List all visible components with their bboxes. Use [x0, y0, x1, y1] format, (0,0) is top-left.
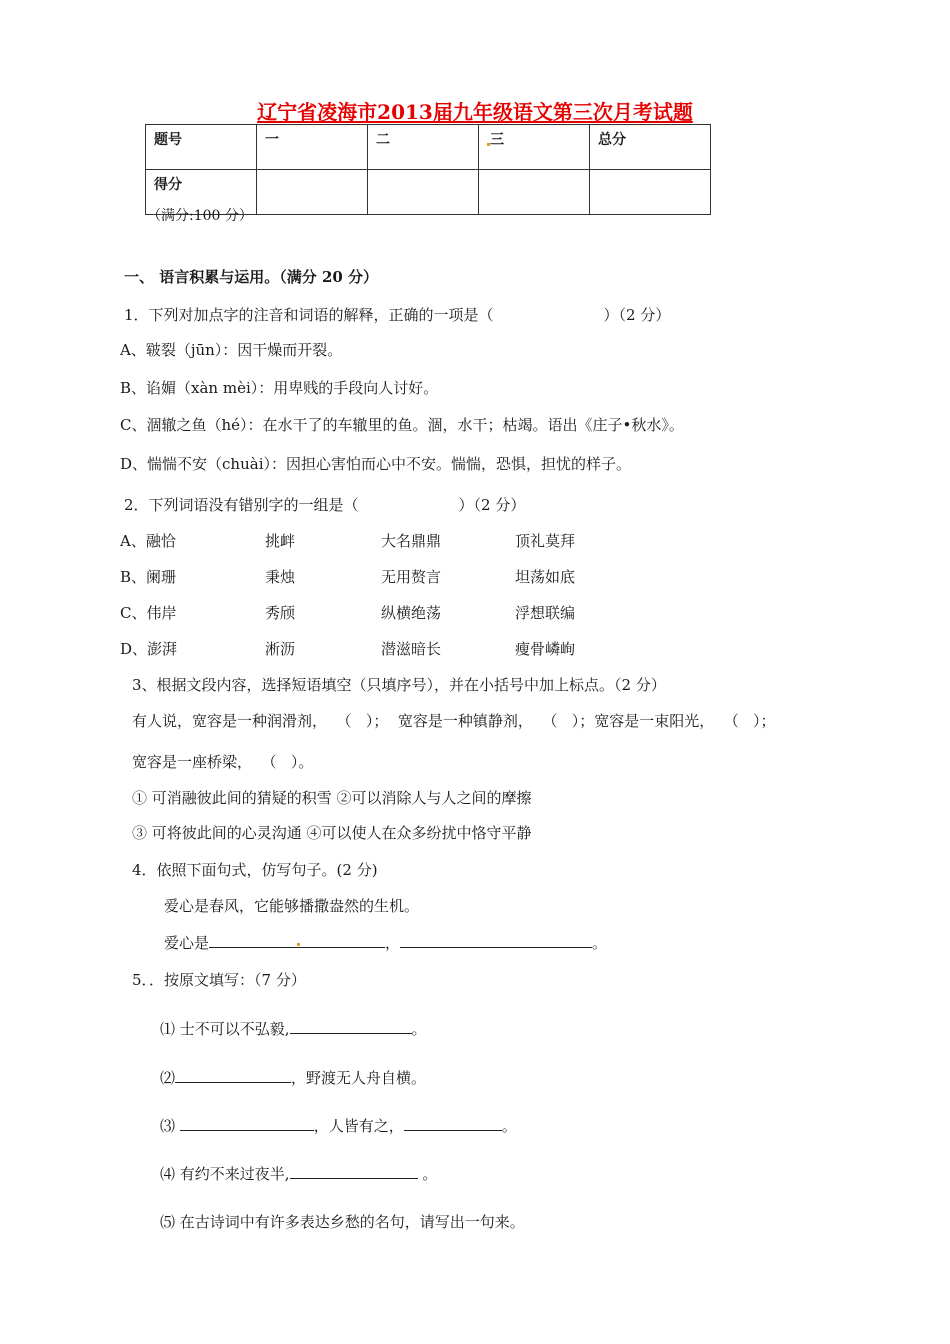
q1-option-d	[120, 453, 631, 474]
q3-passage-line2	[132, 751, 313, 772]
q5-item-text: 。	[501, 1117, 517, 1135]
q4-answer-line	[164, 932, 607, 953]
score-header-cell: 一	[257, 125, 368, 170]
q4-answer-blank-1[interactable]	[209, 933, 385, 948]
q2-word: 大名鼎鼎	[381, 532, 442, 550]
q2-word: 纵横绝荡	[381, 604, 442, 622]
q3-stem-text: 3、根据文段内容，选择短语填空（只填序号），并在小括号中加上标点。（2 分）	[132, 676, 666, 694]
q1-option-c-text: C、涸辙之鱼（hé）：在水干了的车辙里的鱼。涸，水干；枯竭。语出《庄子•秋水》。	[120, 416, 684, 434]
q5-item-text: ⑶	[160, 1117, 176, 1135]
score-input-cell[interactable]	[368, 170, 479, 215]
q3-options-2	[132, 822, 532, 843]
q5-blank[interactable]	[180, 1116, 314, 1131]
q2-word: C、伟岸	[120, 604, 177, 622]
q1-stem	[124, 304, 670, 325]
q2-word: 坦荡如底	[515, 568, 576, 586]
q4-end: 。	[592, 934, 608, 952]
q5-item-text: ，野渡无人舟自横。	[291, 1069, 427, 1087]
q5-blank[interactable]	[290, 1019, 412, 1034]
score-header-cell	[479, 125, 590, 170]
q2-stem-points: ）（2 分）	[458, 496, 526, 514]
score-header-cell: 题号	[146, 125, 257, 170]
q5-blank[interactable]	[290, 1164, 418, 1179]
section-heading: 一、 语言积累与运用。（满分 20 分）	[124, 268, 379, 286]
q5-item-5	[160, 1211, 525, 1232]
q4-stem-text: 4．依照下面句式，仿写句子。(2 分)	[132, 861, 378, 879]
q2-word: D、澎湃	[120, 640, 178, 658]
q5-item-text: 。	[422, 1165, 438, 1183]
q3-options-text: ③ 可将彼此间的心灵沟通 ④可以使人在众多纷扰中恪守平静	[132, 824, 532, 842]
score-header-text: 三	[490, 132, 504, 148]
q5-item-text: ⑸ 在古诗词中有许多表达乡愁的名句，请写出一句来。	[160, 1213, 525, 1231]
score-header-cell: 二	[368, 125, 479, 170]
score-input-cell[interactable]	[479, 170, 590, 215]
q2-stem	[124, 494, 525, 515]
q1-option-b-text: B、谄媚（xàn mèi）：用卑贱的手段向人讨好。	[120, 379, 439, 397]
q2-word: 秀颀	[265, 604, 296, 622]
q1-option-b	[120, 377, 438, 398]
q3-passage-text: 有人说，宽容是一种润滑剂， （ ）； 宽容是一种镇静剂， （ ）；宽容是一束阳光， （ ）；	[132, 712, 776, 730]
q4-example	[164, 895, 419, 916]
full-marks: （满分:100 分）	[147, 208, 253, 224]
orange-mark	[297, 943, 300, 946]
q1-option-a-text: A、皲裂（jūn）：因干燥而开裂。	[120, 341, 343, 359]
q2-word: 潜滋暗长	[381, 640, 442, 658]
q5-stem-text: 5．．按原文填写：（7 分）	[132, 971, 306, 989]
q5-blank[interactable]	[175, 1068, 291, 1083]
q2-word: 无用赘言	[381, 568, 442, 586]
q5-item-3	[160, 1115, 517, 1136]
q3-passage-text: 宽容是一座桥梁， （ ）。	[132, 753, 314, 771]
q5-item-2	[160, 1067, 426, 1088]
q1-option-a	[120, 339, 342, 360]
score-input-cell[interactable]	[590, 170, 711, 215]
q4-comma: ，	[385, 934, 401, 952]
q3-passage-line1	[132, 710, 776, 731]
score-table	[145, 124, 711, 215]
q4-example-text: 爱心是春风，它能够播撒盎然的生机。	[164, 897, 420, 915]
q4-prompt: 爱心是	[164, 934, 210, 952]
q2-word: A、融恰	[120, 532, 176, 550]
q3-stem	[132, 674, 666, 695]
score-row-label: 得分	[146, 170, 257, 215]
score-input-cell[interactable]	[257, 170, 368, 215]
q2-word: 瘦骨嶙峋	[515, 640, 576, 658]
q1-option-c	[120, 414, 684, 435]
q5-item-text: ，人皆有之，	[313, 1117, 404, 1135]
q5-item-text: ⑴ 士不可以不弘毅,	[160, 1020, 290, 1038]
q2-word: 淅沥	[265, 640, 296, 658]
q5-item-text: ⑷ 有约不来过夜半,	[160, 1165, 290, 1183]
score-table-header-row	[146, 125, 711, 170]
q2-word: 浮想联编	[515, 604, 576, 622]
q4-stem	[132, 859, 378, 880]
q4-answer-blank-2[interactable]	[400, 933, 592, 948]
score-header-cell: 总分	[590, 125, 711, 170]
q5-item-4	[160, 1163, 437, 1184]
q2-word: 挑衅	[265, 532, 296, 550]
q1-stem-points: ）（2 分）	[603, 306, 671, 324]
q5-item-text: ⑵	[160, 1069, 176, 1087]
q2-word: 顶礼莫拜	[515, 532, 576, 550]
q1-stem-text: 1．下列对加点字的注音和词语的解释，正确的一项是（	[124, 306, 494, 324]
q5-stem	[132, 969, 306, 990]
q5-item-text: 。	[411, 1020, 427, 1038]
q5-item-1	[160, 1018, 427, 1039]
q5-blank[interactable]	[404, 1116, 502, 1131]
q2-word: 秉烛	[265, 568, 296, 586]
q3-options-1	[132, 787, 532, 808]
exam-title: 辽宁省凌海市2013届九年级语文第三次月考试题	[257, 100, 693, 124]
q2-stem-text: 2．下列词语没有错别字的一组是（	[124, 496, 359, 514]
q2-word: B、阑珊	[120, 568, 177, 586]
q1-option-d-text: D、惴惴不安（chuài）：因担心害怕而心中不安。惴惴，恐惧，担忧的样子。	[120, 455, 631, 473]
q3-options-text: ① 可消融彼此间的猜疑的积雪 ②可以消除人与人之间的摩擦	[132, 789, 532, 807]
